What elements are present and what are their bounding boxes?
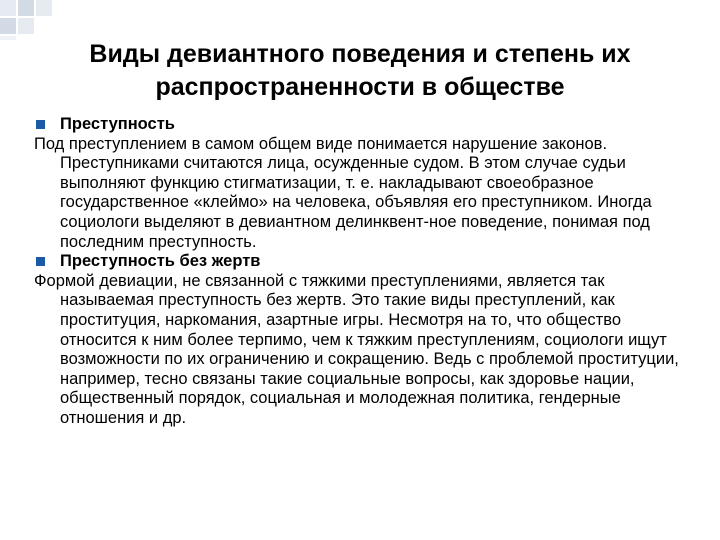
deco-square <box>18 0 34 16</box>
section-heading-2-text: Преступность без жертв <box>60 252 261 271</box>
section-text-1: Под преступлением в самом общем виде понимается нарушение законов. Преступниками считаются лица, осужденные судом. В этом случае судьи выполняют функцию стигматизации, т. е. накладывают своеобразное государственное «клеймо» на человека, объявляя его преступником. Иногда социологи выделяют в девиантном делинквент-ное поведение, понимая под последним преступность. <box>34 134 652 251</box>
section-heading-2 <box>34 252 694 272</box>
deco-square <box>0 36 16 40</box>
square-bullet-icon <box>36 257 45 266</box>
deco-square <box>18 18 34 34</box>
deco-square <box>0 18 16 34</box>
section-heading-1-text: Преступность <box>60 115 175 133</box>
square-bullet-icon <box>36 120 45 129</box>
title-line-1: Виды девиантного поведения и степень их <box>89 40 631 68</box>
section-heading-1 <box>34 115 694 135</box>
slide-title <box>40 38 680 104</box>
deco-square <box>0 0 16 16</box>
deco-square <box>36 0 52 16</box>
corner-decoration <box>0 0 720 40</box>
slide-body <box>34 115 694 429</box>
title-line-2: распространенности в обществе <box>155 73 565 101</box>
section-text-2: Формой девиации, не связанной с тяжкими преступлениями, является так называемая преступность без жертв. Это такие виды преступлений, как проституция, наркомания, азартные игры. Несмотря на то, что общество относится к ним более терпимо, чем к тяжким преступлениям, социологи ищут возможности по их ограничению и сокращению. Ведь с проблемой проституции, например, тесно связаны такие социальные вопросы, как здоровье нации, общественный порядок, социальная и молодежная политика, гендерные отношения и др. <box>34 271 679 427</box>
